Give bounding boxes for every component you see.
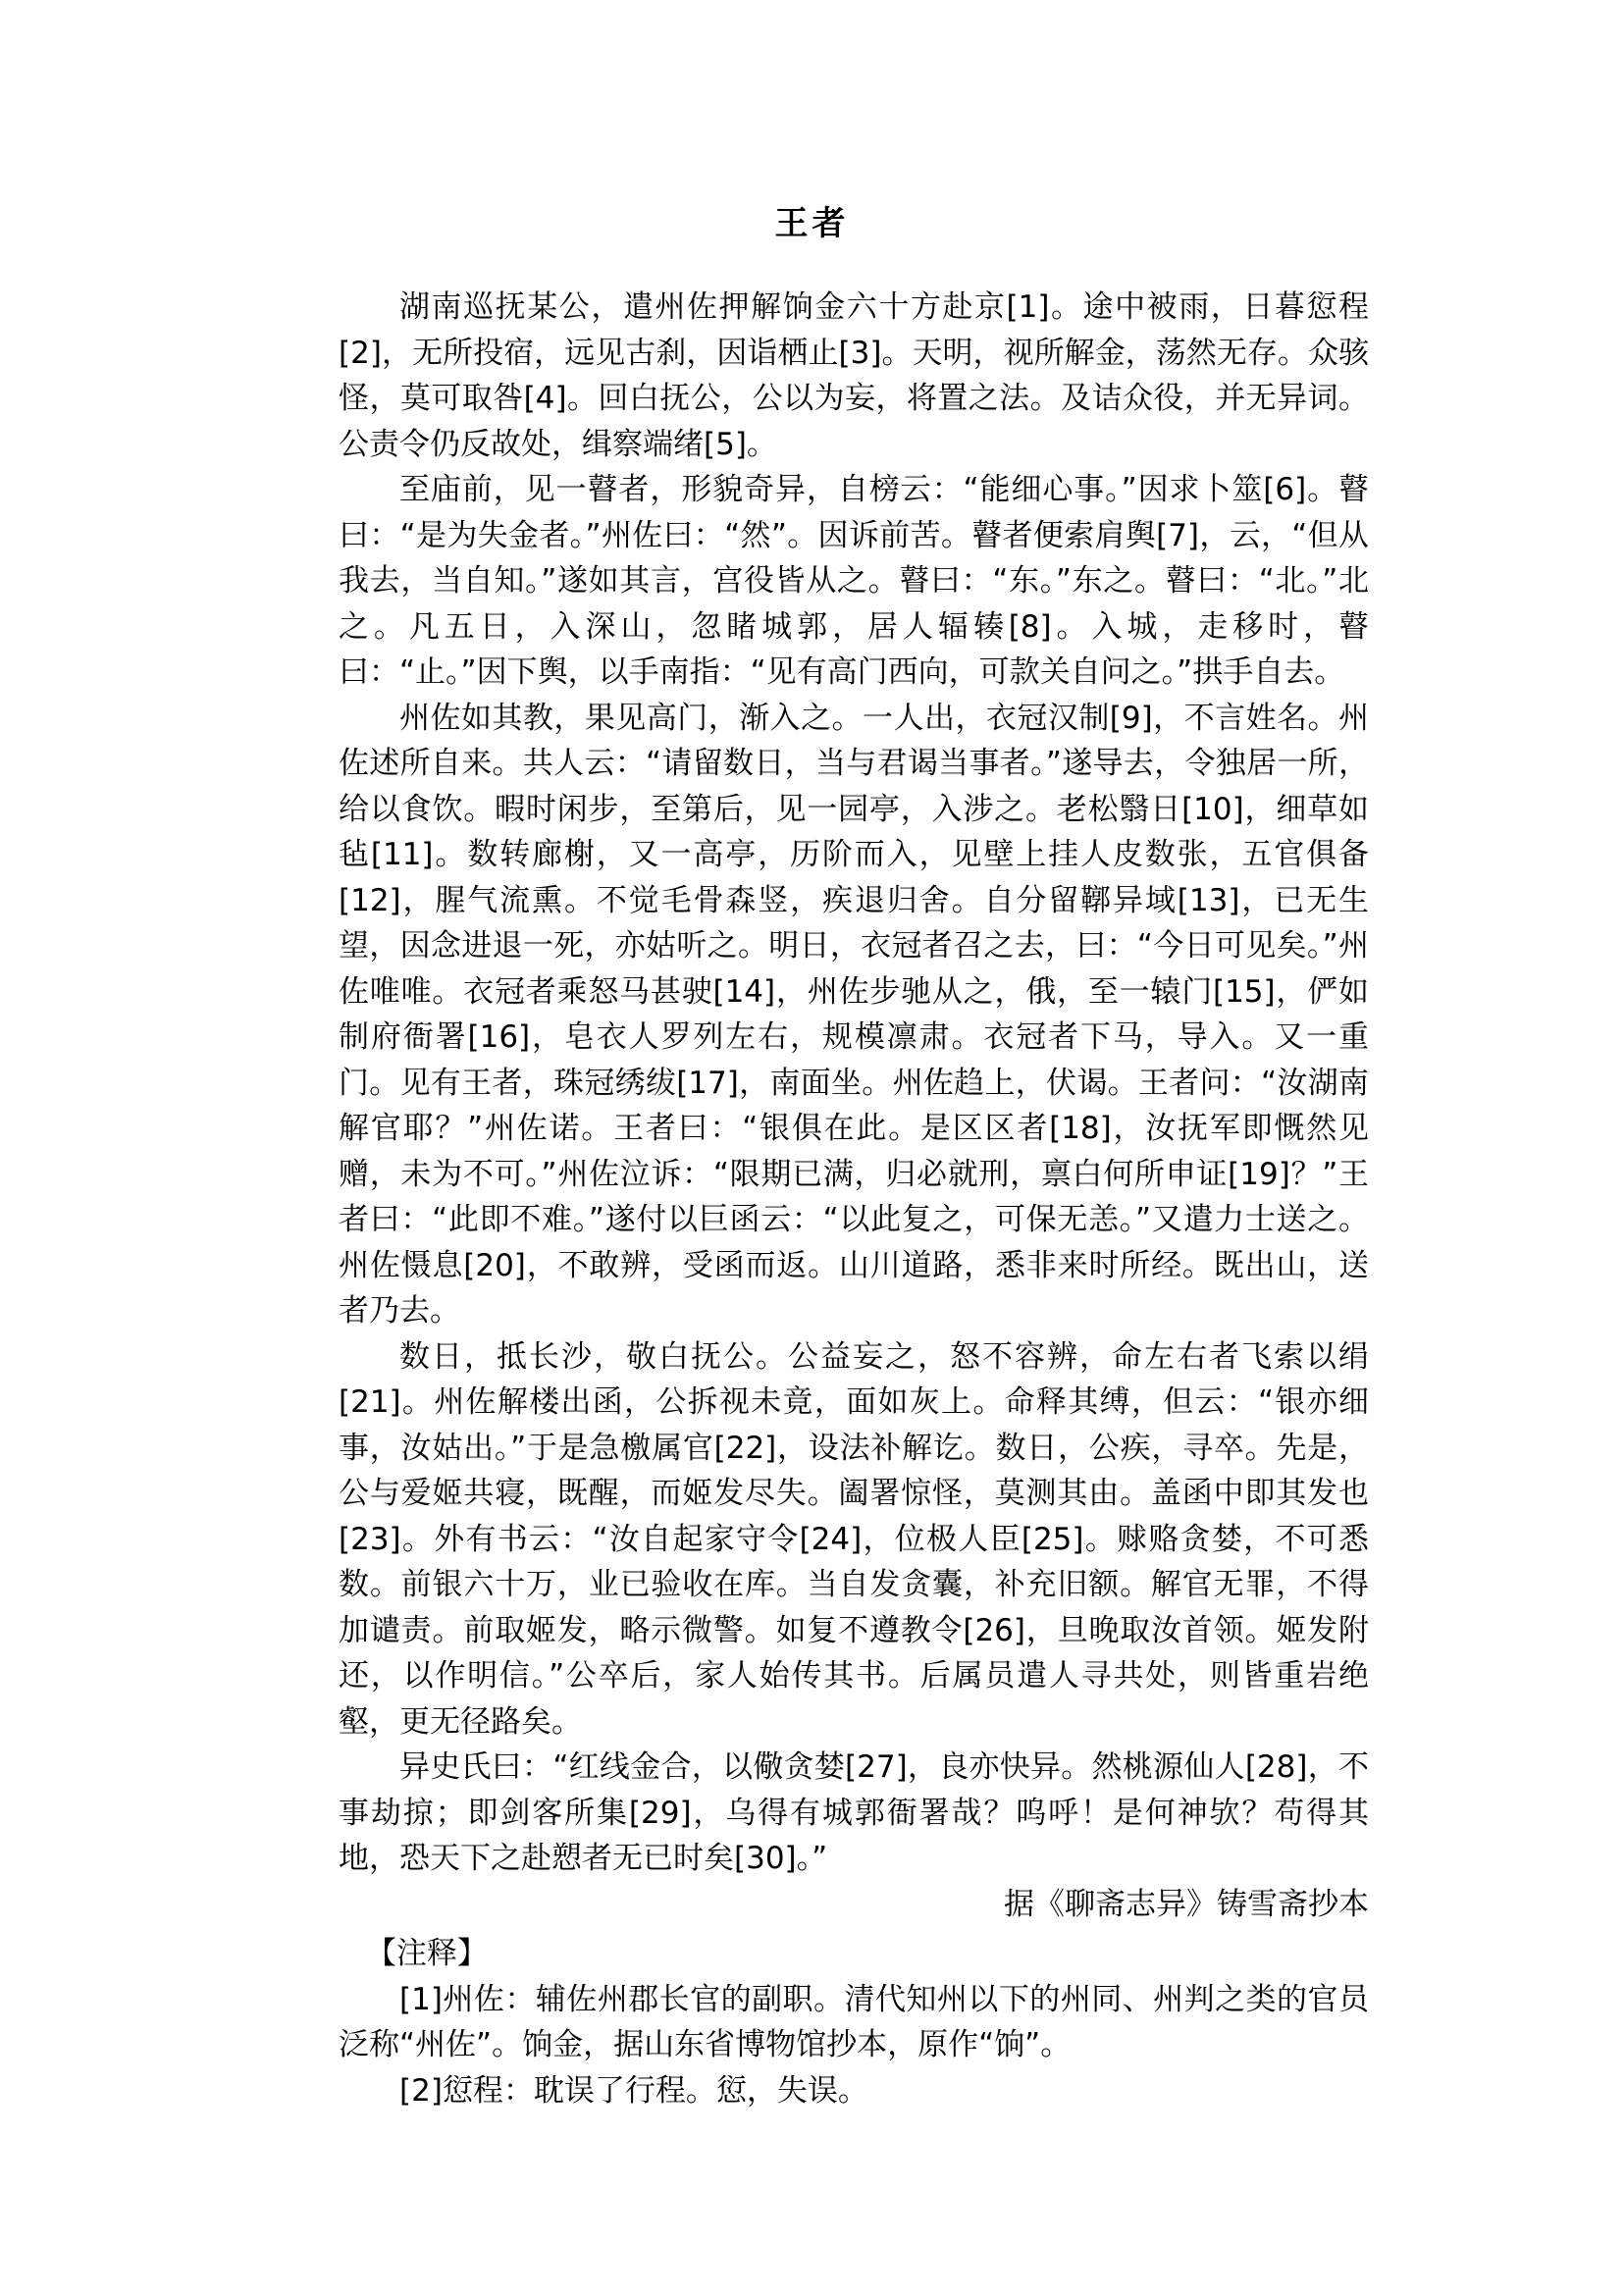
paragraph: 至庙前，见一瞽者，形貌奇异，自榜云：“能细心事。”因求卜筮[6]。瞽曰：“是为失金者。”州佐曰：“然”。因诉前苦。瞽者便索肩舆[7]，云，“但从我去，当自知。”遂如其言，宫役皆从之。瞽曰：“东。”东之。瞽曰：“北。”北之。凡五日，入深山，忽睹城郭，居人辐辏[8]。入城，走移时，瞽曰：“止。”因下舆，以手南指：“见有高门西向，可款关自问之。”拱手自去。 [339,472,1369,690]
paragraph: 异史氏曰：“红线金合，以儆贪婪[27]，良亦快异。然桃源仙人[28]，不事劫掠；即剑客所集[29]，乌得有城郭衙署哉？呜呼！是何神欤？苟得其地，恐天下之赴愬者无已时矣[30]。” [339,1749,1369,1876]
notes-heading: 【注释】 [365,1936,488,1971]
note-item: [1]州佐：辅佐州郡长官的副职。清代知州以下的州同、州判之类的官员泛称“州佐”。饷金，据山东省博物馆抄本，原作“饷”。 [339,1981,1369,2062]
source-attribution: 据《聊斋志异》铸雪斋抄本 [1004,1886,1369,1922]
paragraph: 数日，抵长沙，敬白抚公。公益妄之，怒不容辨，命左右者飞索以绢[21]。州佐解楼出函，公拆视未竟，面如灰上。命释其缚，但云：“银亦细事，汝姑出。”于是急檄属官[22]，设法补解讫。数日，公疾，寻卒。先是，公与爱姬共寝，既醒，而姬发尽失。阖署惊怪，莫测其由。盖函中即其发也[23]。外有书云：“汝自起家守令[24]，位极人臣[25]。赇赂贪婪，不可悉数。前银六十万，业已验收在库。当自发贪囊，补充旧额。解官无罪，不得加谴责。前取姬发，略示微警。如复不遵教令[26]，旦晚取汝首领。姬发附还，以作明信。”公卒后，家人始传其书。后属员遣人寻共处，则皆重岩绝壑，更无径路矣。 [339,1338,1369,1740]
notes-section [339,1931,1369,2113]
note-item: [2]愆程：耽误了行程。愆，失误。 [399,2072,868,2109]
paragraph: 州佐如其教，果见高门，渐入之。一人出，衣冠汉制[9]，不言姓名。州佐述所自来。共人云：“请留数日，当与君谒当事者。”遂导去，令独居一所，给以食饮。暇时闲步，至第后，见一园亭，入涉之。老松翳日[10]，细草如毡[11]。数转廊榭，又一高亭，历阶而入，见壁上挂人皮数张，五官俱备[12]，腥气流熏。不觉毛骨森竖，疾退归舍。自分留鞹异域[13]，已无生望，因念进退一死，亦姑听之。明日，衣冠者召之去，曰：“今日可见矣。”州佐唯唯。衣冠者乘怒马甚驶[14]，州佐步驰从之，俄，至一辕门[15]，俨如制府衙署[16]，皂衣人罗列左右，规模凛肃。衣冠者下马，导入。又一重门。见有王者，珠冠绣绂[17]，南面坐。州佐趋上，伏谒。王者问：“汝湖南解官耶？”州佐诺。王者曰：“银俱在此。是区区者[18]，汝抚军即慨然见赠，未为不可。”州佐泣诉：“限期已满，归必就刑，禀白何所申证[19]？”王者曰：“此即不难。”遂付以巨函云：“以此复之，可保无恙。”又遣力士送之。州佐慑息[20]，不敢辨，受函而返。山川道路，悉非来时所经。既出山，送者乃去。 [339,700,1369,1329]
page-title: 王者 [774,204,850,243]
paragraph: 湖南巡抚某公，遣州佐押解饷金六十方赴京[1]。途中被雨，日暮愆程[2]，无所投宿，远见古刹，因诣栖止[3]。天明，视所解金，荡然无存。众骇怪，莫可取咎[4]。回白抚公，公以为妄，将置之法。及诘众役，并无异词。公责令仍反故处，缉察端绪[5]。 [339,289,1369,462]
story-body [339,285,1369,1927]
